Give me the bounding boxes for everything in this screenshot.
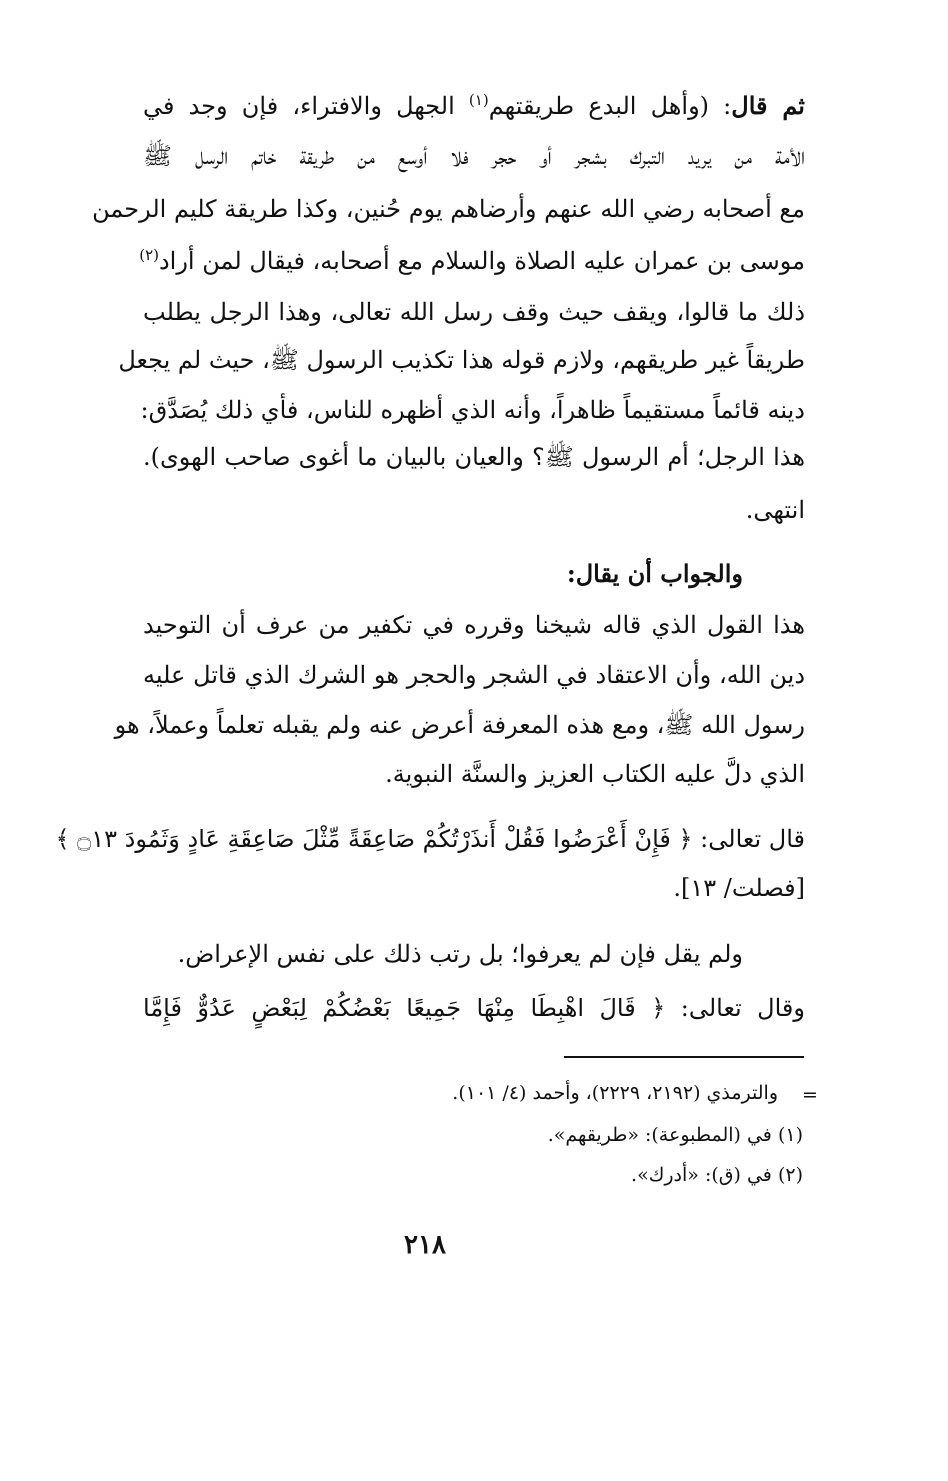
footnote-2 [343,1160,803,1190]
answer-heading: والجواب أن يقال: [566,559,743,588]
body-line-7: دينه قائماً مستقيماً ظاهراً، وأنه الذي أظهره للناس، فأي ذلك يُصَدَّق: [140,396,805,424]
body-line-6: طريقاً غير طريقهم، ولازم قوله هذا تكذيب الرسول ﷺ، حيث لم يجعل [118,346,805,374]
body-line-11: دين الله، وأن الاعتقاد في الشجر والحجر هو الشرك الذي قاتل عليه [143,661,805,689]
footnote-ref-1: (١) [468,91,489,109]
body-line-2: الأمة من يريد التبرك بشجر أو حجر فلا أوسع من طريقة خاتم الرسل ﷺ [143,142,805,170]
footnote-2-number: (٢) [777,1164,803,1186]
surah-reference: [فصلت/ ١٣]. [673,874,805,902]
body-line-8: هذا الرجل؛ أم الرسول ﷺ؟ والعيان بالبيان ما أغوى صاحب الهوى). [143,443,805,471]
body-text: : (وأهل البدع طريقتهم [488,92,732,120]
footnote-continuation: والترمذي (٢١٩٢، ٢٢٢٩)، وأحمد (٤/ ١٠١). [452,1082,778,1104]
quran-verse-line-1 [55,821,805,857]
body-line-3: مع أصحابه رضي الله عنهم وأرضاهم يوم حُنين، وكذا طريقة كليم الرحمن [92,195,805,223]
quran-verse-line-2 [143,990,805,1026]
body-line-5: ذلك ما قالوا، ويقف حيث وقف رسل الله تعالى، وهذا الرجل يطلب [143,298,806,326]
body-line-9: انتهى. [745,496,805,524]
body-line-12: رسول الله ﷺ، ومع هذه المعرفة أعرض عنه ولم يقبله تعلماً وعملاً، هو [114,711,805,739]
page-number: ٢١٨ [404,1230,446,1260]
body-line-4 [139,243,805,279]
footnote-1-text: في (المطبوعة): «طريقهم». [547,1124,772,1146]
body-line-10: هذا القول الذي قاله شيخنا وقرره في تكفير من عرف أن التوحيد [143,611,805,639]
speaker-label: ثم قال [731,91,805,120]
footnote-separator [564,1056,804,1058]
body-line-13: الذي دلَّ عليه الكتاب العزيز والسنَّة النبوية. [385,760,805,788]
quran-verse: ﴿ فَإِنْ أَعْرَضُوا فَقُلْ أَنذَرْتُكُمْ صَاعِقَةً مِّثْلَ صَاعِقَةِ عَادٍ وَثَمُودَ ۝١٣ ﴾ [55,825,693,853]
body-line-16: ولم يقل فإن لم يعرفوا؛ بل رتب ذلك على نفس الإعراض. [177,940,743,968]
verse-intro: قال تعالى: [692,825,805,853]
footnote-1 [343,1120,803,1150]
body-text: موسى بن عمران عليه الصلاة والسلام مع أصحابه، فيقال لمن أراد [158,247,805,275]
footnote-ref-2: (٢) [139,246,159,264]
footnote-continuation-marker: = [802,1084,818,1106]
footnote-1-number: (١) [777,1124,803,1146]
body-line-1 [143,88,805,124]
body-text: الجهل والافتراء، فإن وجد في [143,92,469,120]
verse-intro: وقال تعالى: [665,994,805,1022]
quran-verse: ﴿ قَالَ اهْبِطَا مِنْهَا جَمِيعًا بَعْضُكُمْ لِبَعْضٍ عَدُوٌّ فَإِمَّا [143,994,666,1022]
footnote-2-text: في (ق): «أدرك». [631,1164,772,1186]
